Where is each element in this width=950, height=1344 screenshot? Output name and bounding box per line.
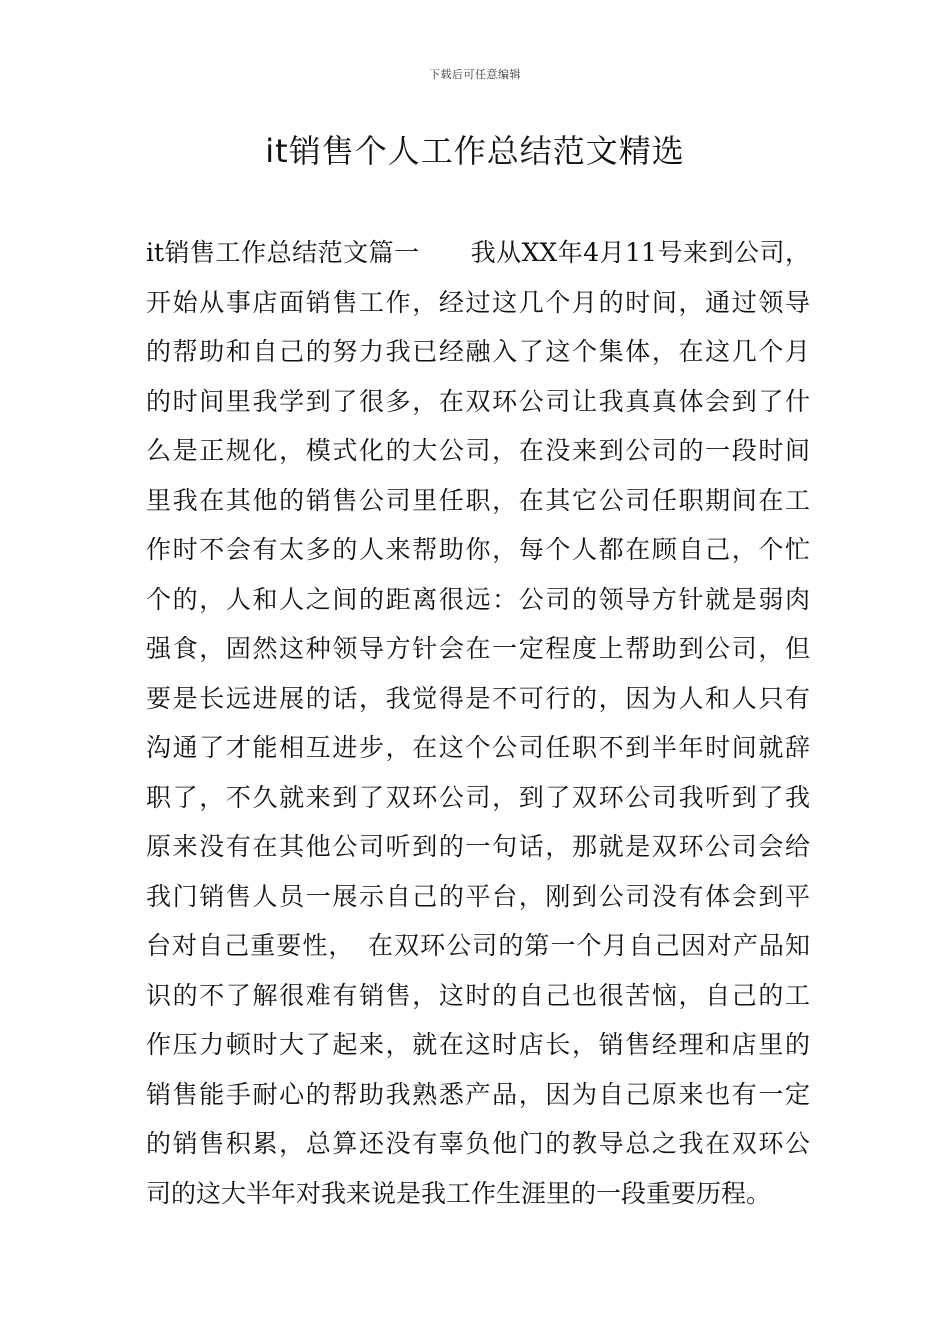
body-line: it销售工作总结范文篇一 我从XX年4月11号来到公司， [146,238,810,267]
body-line: 我门销售人员一展示自己的平台，刚到公司没有体会到平 [146,881,810,911]
document-title: it销售个人工作总结范文精选 [265,132,685,170]
body-line: 的帮助和自己的努力我已经融入了这个集体，在这几个月 [146,337,810,366]
body-line: 沟通了才能相互进步，在这个公司任职不到半年时间就辞 [146,733,810,762]
body-line: 里我在其他的销售公司里任职，在其它公司任职期间在工 [146,485,810,515]
body-line: 司的这大半年对我来说是我工作生涯里的一段重要历程。 [146,1178,772,1208]
body-line: 么是正规化，模式化的大公司，在没来到公司的一段时间 [146,436,810,465]
body-line: 个的，人和人之间的距离很远：公司的领导方针就是弱肉 [146,584,810,614]
body-line: 职了，不久就来到了双环公司，到了双环公司我听到了我 [146,782,810,812]
body-line: 作时不会有太多的人来帮助你，每个人都在顾自己，个忙 [146,535,810,564]
body-line: 识的不了解很难有销售，这时的自己也很苦恼，自己的工 [146,980,810,1010]
body-line: 开始从事店面销售工作，经过这几个月的时间，通过领导 [146,287,810,317]
body-line: 的时间里我学到了很多，在双环公司让我真真体会到了什 [146,386,810,416]
body-line: 要是长远进展的话，我觉得是不可行的，因为人和人只有 [146,683,810,713]
body-line: 的销售积累，总算还没有辜负他门的教导总之我在双环公 [146,1129,810,1158]
body-line: 台对自己重要性， 在双环公司的第一个月自己因对产品知 [146,931,810,960]
header-note: 下载后可任意编辑 [429,68,521,81]
body-line: 作压力顿时大了起来，就在这时店长，销售经理和店里的 [146,1030,810,1059]
body-line: 原来没有在其他公司听到的一句话，那就是双环公司会给 [146,832,810,861]
body-line: 销售能手耐心的帮助我熟悉产品，因为自己原来也有一定 [146,1079,810,1109]
document-body [146,228,810,1218]
body-line: 强食，固然这种领导方针会在一定程度上帮助到公司，但 [146,634,810,663]
